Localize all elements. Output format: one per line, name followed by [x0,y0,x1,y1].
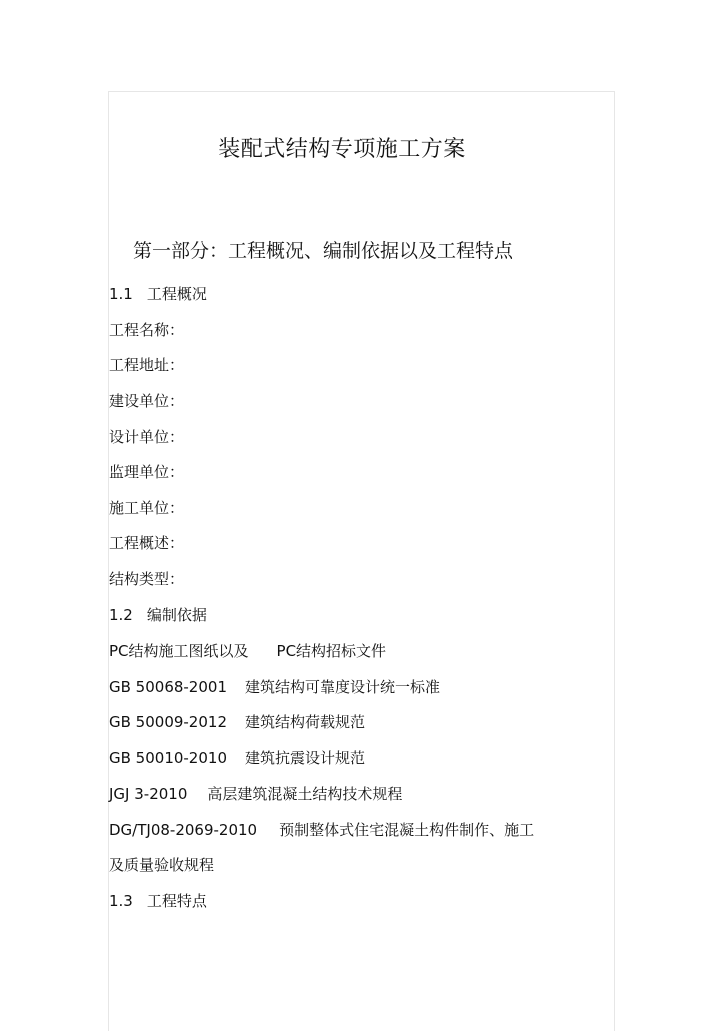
field-construction-unit: 建设单位： [109,392,185,410]
field-design-unit: 设计单位： [109,428,185,446]
field-project-overview: 工程概述： [109,534,185,552]
field-project-name: 工程名称： [109,321,185,339]
standard-name: 建筑结构荷载规范 [245,713,366,731]
standard-code: JGJ 3-2010 [109,785,188,803]
basis-intro [109,639,386,663]
standard-item [109,710,365,734]
standard-name: 预制整体式住宅混凝土构件制作、施工 [279,821,535,839]
section-1-2-heading [109,603,207,627]
section-number: 1.2 [109,606,133,624]
section-title: 工程特点 [146,892,207,910]
basis-intro-b: PC结构招标文件 [276,642,387,660]
section-number: 1.3 [109,892,133,910]
section-title: 编制依据 [146,606,207,624]
standard-continuation: 及质量验收规程 [109,856,215,874]
field-contractor-unit: 施工单位： [109,499,185,517]
field-structure-type: 结构类型： [109,570,185,588]
section-number: 1.1 [109,285,133,303]
part-one-heading: 第一部分：工程概况、编制依据以及工程特点 [133,240,514,262]
standard-code: GB 50009-2012 [109,713,227,731]
standard-code: GB 50068-2001 [109,678,227,696]
document-title: 装配式结构专项施工方案 [218,137,466,162]
standard-code: GB 50010-2010 [109,749,227,767]
standard-item [109,818,534,842]
field-supervision-unit: 监理单位： [109,463,185,481]
standard-item [109,675,440,699]
standard-name: 建筑抗震设计规范 [245,749,366,767]
standard-item [109,782,402,806]
section-1-1-heading [109,282,207,306]
section-1-3-heading [109,889,207,913]
basis-intro-a: PC结构施工图纸以及 [109,642,249,660]
section-title: 工程概况 [146,285,207,303]
standard-name: 建筑结构可靠度设计统一标准 [245,678,441,696]
standard-code: DG/TJ08-2069-2010 [109,821,258,839]
standard-item [109,746,365,770]
standard-name: 高层建筑混凝土结构技术规程 [207,785,403,803]
field-project-address: 工程地址： [109,356,185,374]
